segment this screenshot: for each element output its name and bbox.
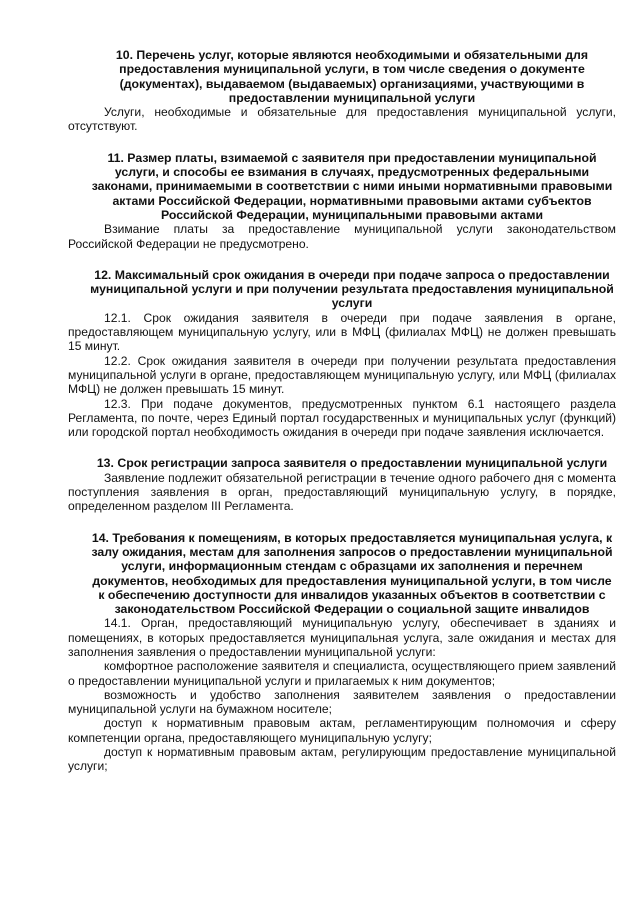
section-12-paragraph-1: 12.1. Срок ожидания заявителя в очереди при подаче заявления в органе, предоставляющем муниципальную услугу, или в МФЦ (филиалах МФЦ) не должен превышать 15 минут. xyxy=(68,310,616,354)
section-10 xyxy=(68,48,616,134)
section-13 xyxy=(68,456,616,513)
section-13-heading: 13. Срок регистрации запроса заявителя о предоставлении муниципальной услуги xyxy=(96,456,608,471)
section-10-paragraph-1: Услуги, необходимые и обязательные для предоставления муниципальной услуги, отсутствуют. xyxy=(68,105,616,134)
section-14 xyxy=(68,531,616,774)
section-14-paragraph-2: комфортное расположение заявителя и специалиста, осуществляющего прием заявлений о предоставлении муниципальной услуги и прилагаемых к ним документов; xyxy=(68,659,616,688)
section-12-heading: 12. Максимальный срок ожидания в очереди при подаче запроса о предоставлении муниципальной услуги и при получении результата предоставления муниципальной услуги xyxy=(90,267,614,311)
section-12-paragraph-3: 12.3. При подаче документов, предусмотренных пунктом 6.1 настоящего раздела Регламента, по почте, через Единый портал государственных и муниципальных услуг (функций) или городской портал необходимость ожидания в очереди при подаче заявления исключается. xyxy=(68,396,616,440)
section-12 xyxy=(68,268,616,440)
section-12-paragraph-2: 12.2. Срок ожидания заявителя в очереди при получении результата предоставления муниципальной услуги в органе, предоставляющем муниципальную услугу, или МФЦ (филиалах МФЦ) не должен превышать 15 минут. xyxy=(68,353,616,397)
section-11-paragraph-1: Взимание платы за предоставление муниципальной услуги законодательством Российской Федерации не предусмотрено. xyxy=(68,222,616,251)
document-page xyxy=(68,48,616,774)
section-14-paragraph-3: возможность и удобство заполнения заявителем заявления о предоставлении муниципальной услуги на бумажном носителе; xyxy=(68,687,616,717)
section-11-heading: 11. Размер платы, взимаемой с заявителя при предоставлении муниципальной услуги, и способы ее взимания в случаях, предусмотренных федеральными законами, принимаемыми в соответствии с ними иными нормативными правовыми актами Российской Федерации, нормативными правовыми актами субъектов Российской Федерации, муниципальными правовыми актами xyxy=(91,150,613,222)
section-13-paragraph-1: Заявление подлежит обязательной регистрации в течение одного рабочего дня с момента поступления заявления в орган, предоставляющий муниципальную услугу, в порядке, определенном разделом III Регламента. xyxy=(68,470,616,514)
section-10-heading: 10. Перечень услуг, которые являются необходимыми и обязательными для предоставления муниципальной услуги, в том числе сведения о документе (документах), выдаваемом (выдаваемых) организациями, участвующими в предоставлении муниципальной услуги xyxy=(115,48,589,105)
section-14-heading: 14. Требования к помещениям, в которых предоставляется муниципальная услуга, к залу ожидания, местам для заполнения запросов о предоставлении муниципальной услуги, информационным стендам с образцами их заполнения и перечнем документов, необходимых для предоставления муниципальной услуги, в том числе к обеспечению доступности для инвалидов указанных объектов в соответствии с законодательством Российской Федерации о социальной защите инвалидов xyxy=(91,530,613,617)
section-14-paragraph-4: доступ к нормативным правовым актам, регламентирующим полномочия и сферу компетенции органа, предоставляющего муниципальную услугу; xyxy=(68,716,616,745)
section-11 xyxy=(68,151,616,251)
section-14-paragraph-1: 14.1. Орган, предоставляющий муниципальную услугу, обеспечивает в зданиях и помещениях, в которых предоставляется муниципальная услуга, зале ожидания и местах для заполнения заявления о предоставлении муниципальной услуги: xyxy=(68,616,616,659)
section-14-paragraph-5: доступ к нормативным правовым актам, регулирующим предоставление муниципальной услуги; xyxy=(68,745,616,774)
